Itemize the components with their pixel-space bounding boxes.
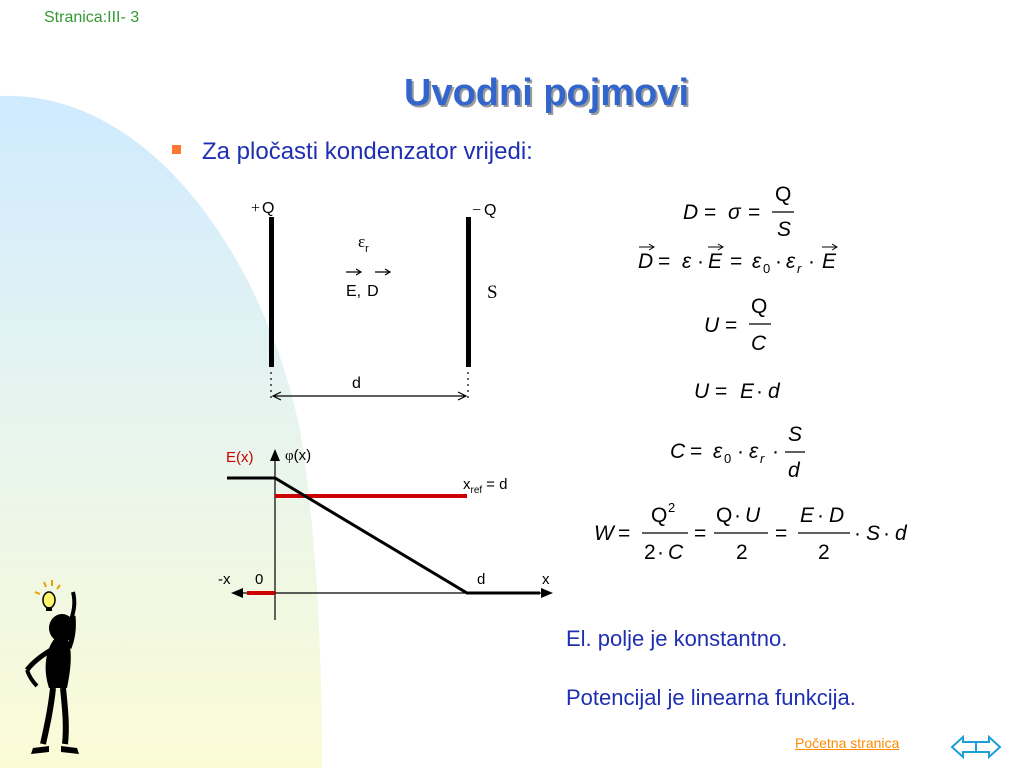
svg-text:=: =	[658, 250, 671, 273]
svg-text:C: C	[668, 541, 684, 564]
svg-text:E: E	[800, 504, 815, 527]
svg-text:S: S	[866, 522, 881, 545]
svg-text:d: d	[788, 459, 800, 482]
svg-text:=: =	[730, 250, 743, 273]
svg-text:ε: ε	[786, 250, 796, 273]
distance-label: d	[352, 375, 361, 392]
svg-text:·: ·	[772, 440, 779, 463]
right-plate	[466, 217, 471, 367]
svg-text:·: ·	[737, 440, 744, 463]
svg-text:ε: ε	[713, 440, 723, 463]
vector-arrow-d	[375, 269, 390, 275]
svg-text:U: U	[704, 314, 720, 337]
x-axis-label: x	[542, 571, 550, 588]
svg-text:D: D	[829, 504, 845, 527]
svg-text:E: E	[708, 250, 723, 273]
svg-text:D: D	[683, 201, 699, 224]
note-field-constant: El. polje je konstantno.	[566, 626, 788, 651]
e-axis-label: E(x)	[226, 449, 254, 466]
svg-text:·: ·	[697, 250, 704, 273]
svg-text:U: U	[745, 504, 761, 527]
svg-text:·: ·	[808, 250, 815, 273]
svg-text:·: ·	[734, 504, 741, 527]
area-label: S	[487, 282, 498, 303]
svg-text:=: =	[618, 522, 631, 545]
svg-text:r: r	[760, 451, 765, 466]
x-axis-arrow-right	[541, 588, 553, 598]
svg-text:W: W	[594, 522, 614, 545]
svg-text:·: ·	[817, 504, 824, 527]
lightbulb-figure-icon	[15, 578, 95, 766]
svg-text:r: r	[797, 261, 802, 276]
equations-panel	[580, 178, 980, 578]
svg-text:ε: ε	[682, 250, 692, 273]
svg-text:2: 2	[818, 541, 830, 564]
svg-text:2: 2	[736, 541, 748, 564]
svg-text:0: 0	[724, 451, 732, 466]
forward-arrow-button[interactable]	[974, 733, 1002, 761]
svg-text:S: S	[788, 423, 803, 446]
svg-text:C: C	[670, 440, 686, 463]
svg-text:Q: Q	[751, 295, 768, 318]
right-arrow-icon	[976, 737, 1000, 757]
svg-text:d: d	[895, 522, 907, 545]
plus-charge-label: + Q	[251, 200, 275, 217]
svg-text:E: E	[740, 380, 755, 403]
page-number: Stranica:III- 3	[44, 9, 140, 26]
y-axis-arrow	[270, 449, 280, 461]
bullet-text: Za pločasti kondenzator vrijedi:	[202, 138, 533, 165]
svg-text:2: 2	[668, 500, 676, 515]
home-page-link[interactable]: Početna stranica	[795, 735, 900, 751]
svg-text:·: ·	[854, 522, 861, 545]
bullet-item	[172, 138, 533, 166]
svg-text:ε: ε	[752, 250, 762, 273]
svg-text:σ: σ	[728, 201, 741, 224]
bullet-square-icon	[172, 145, 181, 154]
svg-text:=: =	[715, 380, 728, 403]
x-axis-arrow-left	[231, 588, 243, 598]
svg-text:·: ·	[775, 250, 782, 273]
svg-text:=: =	[694, 522, 707, 545]
phi-axis-label: φ(x)	[285, 447, 312, 464]
svg-text:C: C	[751, 332, 767, 355]
equation-flux-density	[683, 183, 794, 241]
equation-voltage-charge	[704, 295, 771, 355]
equation-energy	[594, 500, 908, 564]
svg-text:2: 2	[644, 541, 656, 564]
slide-title: Uvodni pojmovi	[404, 72, 689, 114]
equation-voltage-field	[694, 380, 781, 403]
field-potential-graph	[205, 440, 565, 630]
svg-text:S: S	[777, 218, 792, 241]
note-potential-linear: Potencijal je linearna funkcija.	[566, 685, 856, 710]
svg-text:0: 0	[763, 261, 771, 276]
svg-text:D: D	[638, 250, 654, 273]
svg-text:d: d	[768, 380, 780, 403]
svg-text:ε: ε	[749, 440, 759, 463]
svg-text:=: =	[704, 201, 717, 224]
origin-label: 0	[255, 571, 264, 588]
permittivity-label: $\varepsilon_r$	[358, 232, 369, 255]
svg-text:·: ·	[756, 380, 763, 403]
field-vectors-label: E, D	[346, 283, 379, 300]
neg-x-label: -x	[218, 571, 231, 588]
minus-charge-label: − Q	[472, 202, 497, 219]
svg-text:Q: Q	[775, 183, 792, 206]
svg-text:E: E	[822, 250, 837, 273]
svg-text:U: U	[694, 380, 710, 403]
svg-text:=: =	[748, 201, 761, 224]
capacitor-diagram	[230, 190, 550, 410]
svg-text:·: ·	[657, 541, 664, 564]
svg-text:=: =	[725, 314, 738, 337]
svg-text:·: ·	[883, 522, 890, 545]
equation-vector-d	[638, 244, 837, 276]
equation-capacitance	[670, 423, 805, 482]
left-plate	[269, 217, 274, 367]
distance-dimension-line	[273, 392, 466, 400]
xref-label: $x_{ref} = d$	[463, 476, 508, 496]
svg-text:=: =	[775, 522, 788, 545]
left-arrow-icon	[952, 737, 976, 757]
svg-text:Q: Q	[716, 504, 733, 527]
svg-text:Q: Q	[651, 504, 668, 527]
vector-arrow-e	[346, 269, 361, 275]
d-tick-label: d	[477, 571, 486, 588]
svg-text:=: =	[690, 440, 703, 463]
